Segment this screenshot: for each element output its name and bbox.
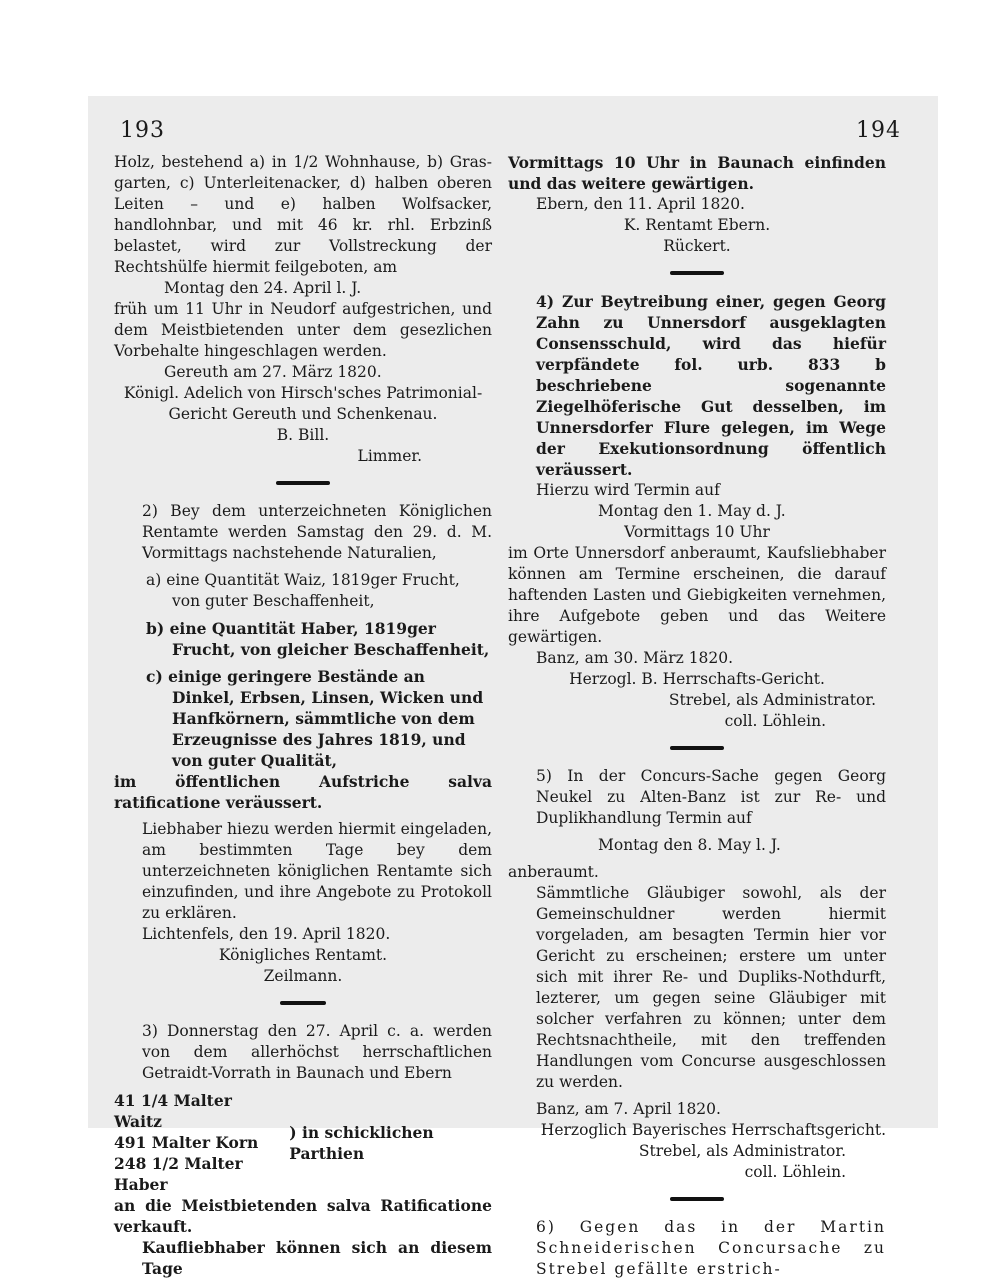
notice-4-administrator: Strebel, als Administrator. [668, 691, 876, 709]
notice-4-term: Hierzu wird Termin auf [536, 481, 720, 499]
notice-1-text: Holz, bestehend a) in 1/2 Wohnhause, b) Gras-garten, c) Unterleitenacker, d) halben oberen Leiten – und e) halben Wolfsacker, handlohnbar, und mit 46 kr. rhl. Erbzinß belastet, wird zur Vollstreckung der Rechtshülfe hiermit feilgeboten, am [114, 153, 492, 276]
notice-2-place-date: Lichtenfels, den 19. April 1820. [142, 925, 391, 943]
grain-item-oats: 248 1/2 Malter Haber [114, 1154, 243, 1194]
notice-2-item-b: b) eine Quantität Haber, 1819ger Frucht, von gleicher Beschaffenheit, [146, 619, 490, 659]
notice-1-continuation: früh um 11 Uhr in Neudorf aufgestrichen, und dem Meistbietenden unter dem gesezlichen Vorbehalte hingeschlagen werden. [114, 300, 492, 360]
page-number-left: 193 [120, 118, 165, 143]
section-divider [670, 1197, 724, 1201]
notice-4-continuation: im Orte Unnersdorf anberaumt, Kaufsliebhaber können am Termine erscheinen, die darauf haftenden Lasten und Giebigkeiten vernehmen, ihre Aufgebote geben und das Weitere gewärtigen. [508, 544, 886, 646]
notice-2-invitation: Liebhaber hiezu werden hiermit eingeladen, am bestimmten Tage bey dem unterzeichneten königlichen Rentamte sich einzufinden, und ihre Angebote zu Protokoll zu erklären. [142, 820, 492, 922]
notice-2-item-a: a) eine Quantität Waiz, 1819ger Frucht, von guter Beschaffenheit, [146, 571, 460, 610]
notice-1-date: Montag den 24. April l. J. [164, 279, 362, 297]
notice-3-sale: an die Meistbietenden salva Ratificatione verkauft. [114, 1196, 492, 1236]
right-column [508, 152, 886, 1280]
section-divider [670, 746, 724, 750]
notice-4-court: Herzogl. B. Herrschafts-Gericht. [569, 670, 825, 688]
notice-4-place-date: Banz, am 30. März 1820. [536, 649, 734, 667]
notice-4-time: Vormittags 10 Uhr [624, 523, 770, 541]
notice-4-text: 4) Zur Beytreibung einer, gegen Georg Zahn zu Unnersdorf ausgeklagten Consensschuld, wird das hiefür verpfändete fol. urb. 833 b beschriebene sogenannte Ziegelhöferische Gut desselben, im Unnersdorfer Flure gelegen, im Wege der Exekutionsordnung öffentlich veräussert. [536, 292, 886, 479]
notice-5-text: 5) In der Concurs-Sache gegen Georg Neukel zu Alten-Banz ist zur Re- und Duplikhandlung Termin auf [536, 767, 886, 827]
notice-3-grain-list [114, 1090, 492, 1195]
section-divider [280, 1001, 326, 1005]
notice-5-court: Herzoglich Bayerisches Herrschaftsgericht. [540, 1121, 886, 1139]
section-divider [276, 481, 330, 485]
notice-2-office: Königliches Rentamt. [218, 946, 388, 964]
notice-6-text: 6) Gegen das in der Martin Schneiderischen Concursache zu Strebel gefällte erstrich- [536, 1218, 886, 1278]
left-column [114, 152, 492, 1279]
notice-5-administrator: Strebel, als Administrator. [638, 1142, 846, 1160]
notice-1-court: Königl. Adelich von Hirsch'sches Patrimonial-Gericht Gereuth und Schenkenau. [123, 384, 483, 423]
notice-3-place-date: Ebern, den 11. April 1820. [536, 195, 745, 213]
grain-item-rye: 491 Malter Korn [114, 1133, 259, 1152]
notice-1-place-date: Gereuth am 27. März 1820. [164, 363, 382, 381]
notice-1-signature-1: B. Bill. [276, 426, 330, 444]
notice-2-sale: im öffentlichen Aufstriche salva ratificatione veräussert. [114, 772, 492, 812]
notice-5-signature: coll. Löhlein. [744, 1163, 846, 1181]
notice-5-body: Sämmtliche Gläubiger sowohl, als der Gemeinschuldner werden hiermit vorgeladen, am besagten Termin hier vor Gericht zu erscheinen; erstere um unter sich mit ihrer Re- und Dupliks-Nothdurft, lezterer, um gegen seine Gläubiger mit solcher verfahren zu können; unter dem Rechtsnachtheile, mit den treffenden Handlungen vom Concurse ausgeschlossen zu werden. [536, 884, 886, 1091]
notice-2-item-c: c) einige geringere Bestände an Dinkel, Erbsen, Linsen, Wicken und Hanfkörnern, sämmtliche von dem Erzeugnisse des Jahres 1819, und von guter Qualität, [146, 667, 484, 770]
notice-5-date: Montag den 8. May l. J. [598, 836, 781, 854]
notice-2-intro: 2) Bey dem unterzeichneten Königlichen Rentamte werden Samstag den 29. d. M. Vormittags nachstehende Naturalien, [142, 502, 492, 562]
notice-1-signature-2: Limmer. [357, 447, 422, 465]
notice-5-anberaumt: anberaumt. [508, 863, 599, 881]
notice-3-buyers: Kaufliebhaber können sich an diesem Tage [142, 1238, 492, 1278]
notice-4-date: Montag den 1. May d. J. [598, 502, 786, 520]
notice-2-signature: Zeilmann. [263, 967, 343, 985]
notice-5-place-date: Banz, am 7. April 1820. [536, 1100, 721, 1118]
section-divider [670, 271, 724, 275]
notice-3-signature: Rückert. [663, 237, 731, 255]
notice-3-office: K. Rentamt Ebern. [623, 216, 771, 234]
notice-3-continuation: Vormittags 10 Uhr in Baunach einfinden und das weitere gewärtigen. [508, 153, 886, 193]
notice-4-signature: coll. Löhlein. [724, 712, 826, 730]
page-number-right: 194 [856, 118, 901, 143]
grain-list-note: ) in schicklichen Parthien [289, 1122, 434, 1163]
notice-3-intro: 3) Donnerstag den 27. April c. a. werden von dem allerhöchst herrschaftlichen Getraidt-Vorrath in Baunach und Ebern [142, 1022, 492, 1082]
grain-item-wheat: 41 1/4 Malter Waitz [114, 1091, 232, 1131]
